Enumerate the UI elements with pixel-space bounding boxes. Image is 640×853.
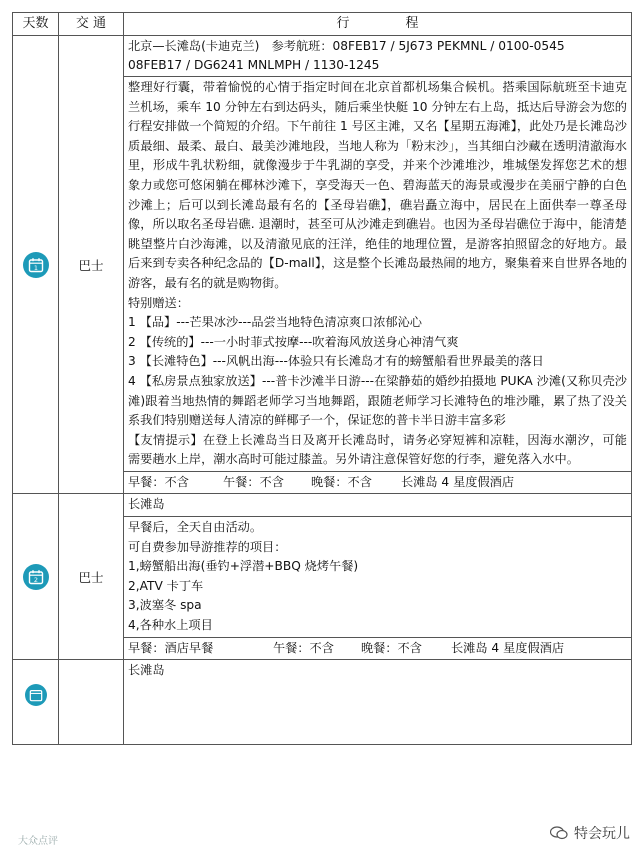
day2-cell: [13, 494, 59, 660]
day2-description: [124, 517, 631, 638]
day1-row: [13, 36, 632, 494]
day1-hotel: 长滩岛 4 星度假酒店: [401, 474, 515, 489]
day1-transport: 巴士: [59, 36, 124, 494]
day2-hotel: 长滩岛 4 星度假酒店: [451, 640, 565, 655]
day1-number: 1: [33, 263, 38, 272]
day1-route: [124, 36, 631, 77]
day2-itinerary: [124, 494, 632, 660]
day1-lunch: 午餐：不含: [223, 474, 284, 489]
day2-optional-title: 可自费参加导游推荐的项目：: [128, 539, 287, 554]
day2-free-line: 早餐后，全天自由活动。: [128, 520, 263, 535]
day1-paragraph: 整理好行囊，带着愉悦的心情于指定时间在北京首都机场集合候机。搭乘国际航班至卡迪克兰机场，乘车 10 分钟左右到达码头，随后乘坐快艇 10 分钟左右上岛，抵达后导游会为您的行程安排做一个简短的介绍。下午前往 1 号区主滩，又名【星期五海滩】，此处乃是长滩岛沙质最细、最柔、最白、最美沙滩地段，当地人称为「粉末沙」，当其细白沙藏在透明清澈海水里，形成牛乳状粉细，就像漫步于牛乳湖的享受，并来个沙滩堆沙，堆城堡发挥您艺术的想象力或您可悠闲躺在椰林沙滩下，享受海天一色、碧海蓝天的海景或漫步在美丽宁静的白色沙滩上；后可以到长滩岛最有名的【圣母岩礁】，礁岩矗立海中，居民在上面供奉一尊圣母像，所以取名圣母岩礁. 退潮时，甚至可从沙滩走到礁岩。也因为圣母岩礁位于海中，能清楚眺望整片白沙海滩，以及清澈见底的汪洋，绝佳的地理位置，是游客拍照留念的好地方。最后来到专卖各种纪念品的【D-mall】，这是整个长滩岛最热闹的地方，聚集着来自世界各地的游客，最有名的就是购物街。: [128, 80, 627, 290]
day3-row: [13, 660, 632, 745]
header-day: 天数: [13, 13, 59, 36]
day1-description: [124, 77, 631, 472]
day2-location: 长滩岛: [124, 494, 631, 517]
day3-itinerary: [124, 660, 632, 745]
day2-number: 2: [33, 576, 38, 585]
day2-transport: 巴士: [59, 494, 124, 660]
day2-dinner: 晚餐：不含: [361, 640, 422, 655]
day1-gift-2: 2 【传统的】---一小时菲式按摩---吹着海风放送身心神清气爽: [128, 334, 459, 349]
wechat-icon: [550, 826, 568, 840]
day1-tip: 【友情提示】在登上长滩岛当日及离开长滩岛时，请务必穿短裤和凉鞋，因海水潮汐，可能需要趟水上岸，潮水高时可能过膝盖。另外请注意保管好您的行李，避免落入水中。: [128, 432, 627, 467]
calendar-icon: [25, 684, 47, 706]
day1-dinner: 晚餐：不含: [311, 474, 372, 489]
day1-breakfast: 早餐：不含: [128, 474, 189, 489]
day2-option-3: 3,波塞冬 spa: [128, 598, 202, 613]
day2-lunch: 午餐：不含: [273, 640, 334, 655]
watermark-brand: [550, 823, 630, 843]
day2-breakfast: 早餐：酒店早餐: [128, 640, 214, 655]
day3-location: 长滩岛: [128, 663, 165, 678]
day1-route-line1: 北京—长滩岛(卡迪克兰) 参考航班：08FEB17 / 5J673 PEKMNL / 0100-0545: [128, 39, 565, 53]
day3-cell: [13, 660, 59, 745]
table-header-row: [13, 13, 632, 36]
day1-route-line2: 08FEB17 / DG6241 MNLMPH / 1130-1245: [128, 58, 380, 72]
day2-meals-row: [124, 638, 631, 660]
header-itinerary: 行程: [124, 13, 632, 36]
day3-transport: [59, 660, 124, 745]
day1-gift-1: 1 【品】---芒果冰沙---品尝当地特色清凉爽口浓郁沁心: [128, 315, 422, 330]
day1-gift-4: 4 【私房景点独家放送】---普卡沙滩半日游---在梁静茹的婚纱拍摄地 PUKA 沙滩(又称贝壳沙滩)跟着当地热情的舞蹈老师学习当地舞蹈，跟随老师学习长滩特色的堆沙雕，累了热了没关系我们特别赠送每人清凉的鲜椰子一个，保证您的普卡半日游丰富多彩: [128, 373, 627, 428]
day2-option-1: 1,螃蟹船出海(垂钓+浮潜+BBQ 烧烤午餐): [128, 559, 359, 574]
day2-option-2: 2,ATV 卡丁车: [128, 578, 204, 593]
day2-option-4: 4,各种水上项目: [128, 618, 213, 633]
day1-meals-row: [124, 472, 631, 494]
day1-itinerary: [124, 36, 632, 494]
calendar-icon: [23, 564, 49, 590]
header-transport: 交 通: [59, 13, 124, 36]
calendar-icon: [23, 252, 49, 278]
day2-row: [13, 494, 632, 660]
day1-gift-3: 3 【长滩特色】---风帆出海---体验只有长滩岛才有的螃蟹船看世界最美的落日: [128, 354, 544, 369]
itinerary-table: [12, 12, 632, 745]
day1-gift-title: 特别赠送：: [128, 295, 189, 310]
watermark-brand-text: 特会玩儿: [574, 826, 630, 842]
watermark-source: 大众点评: [18, 836, 58, 847]
day1-cell: [13, 36, 59, 494]
